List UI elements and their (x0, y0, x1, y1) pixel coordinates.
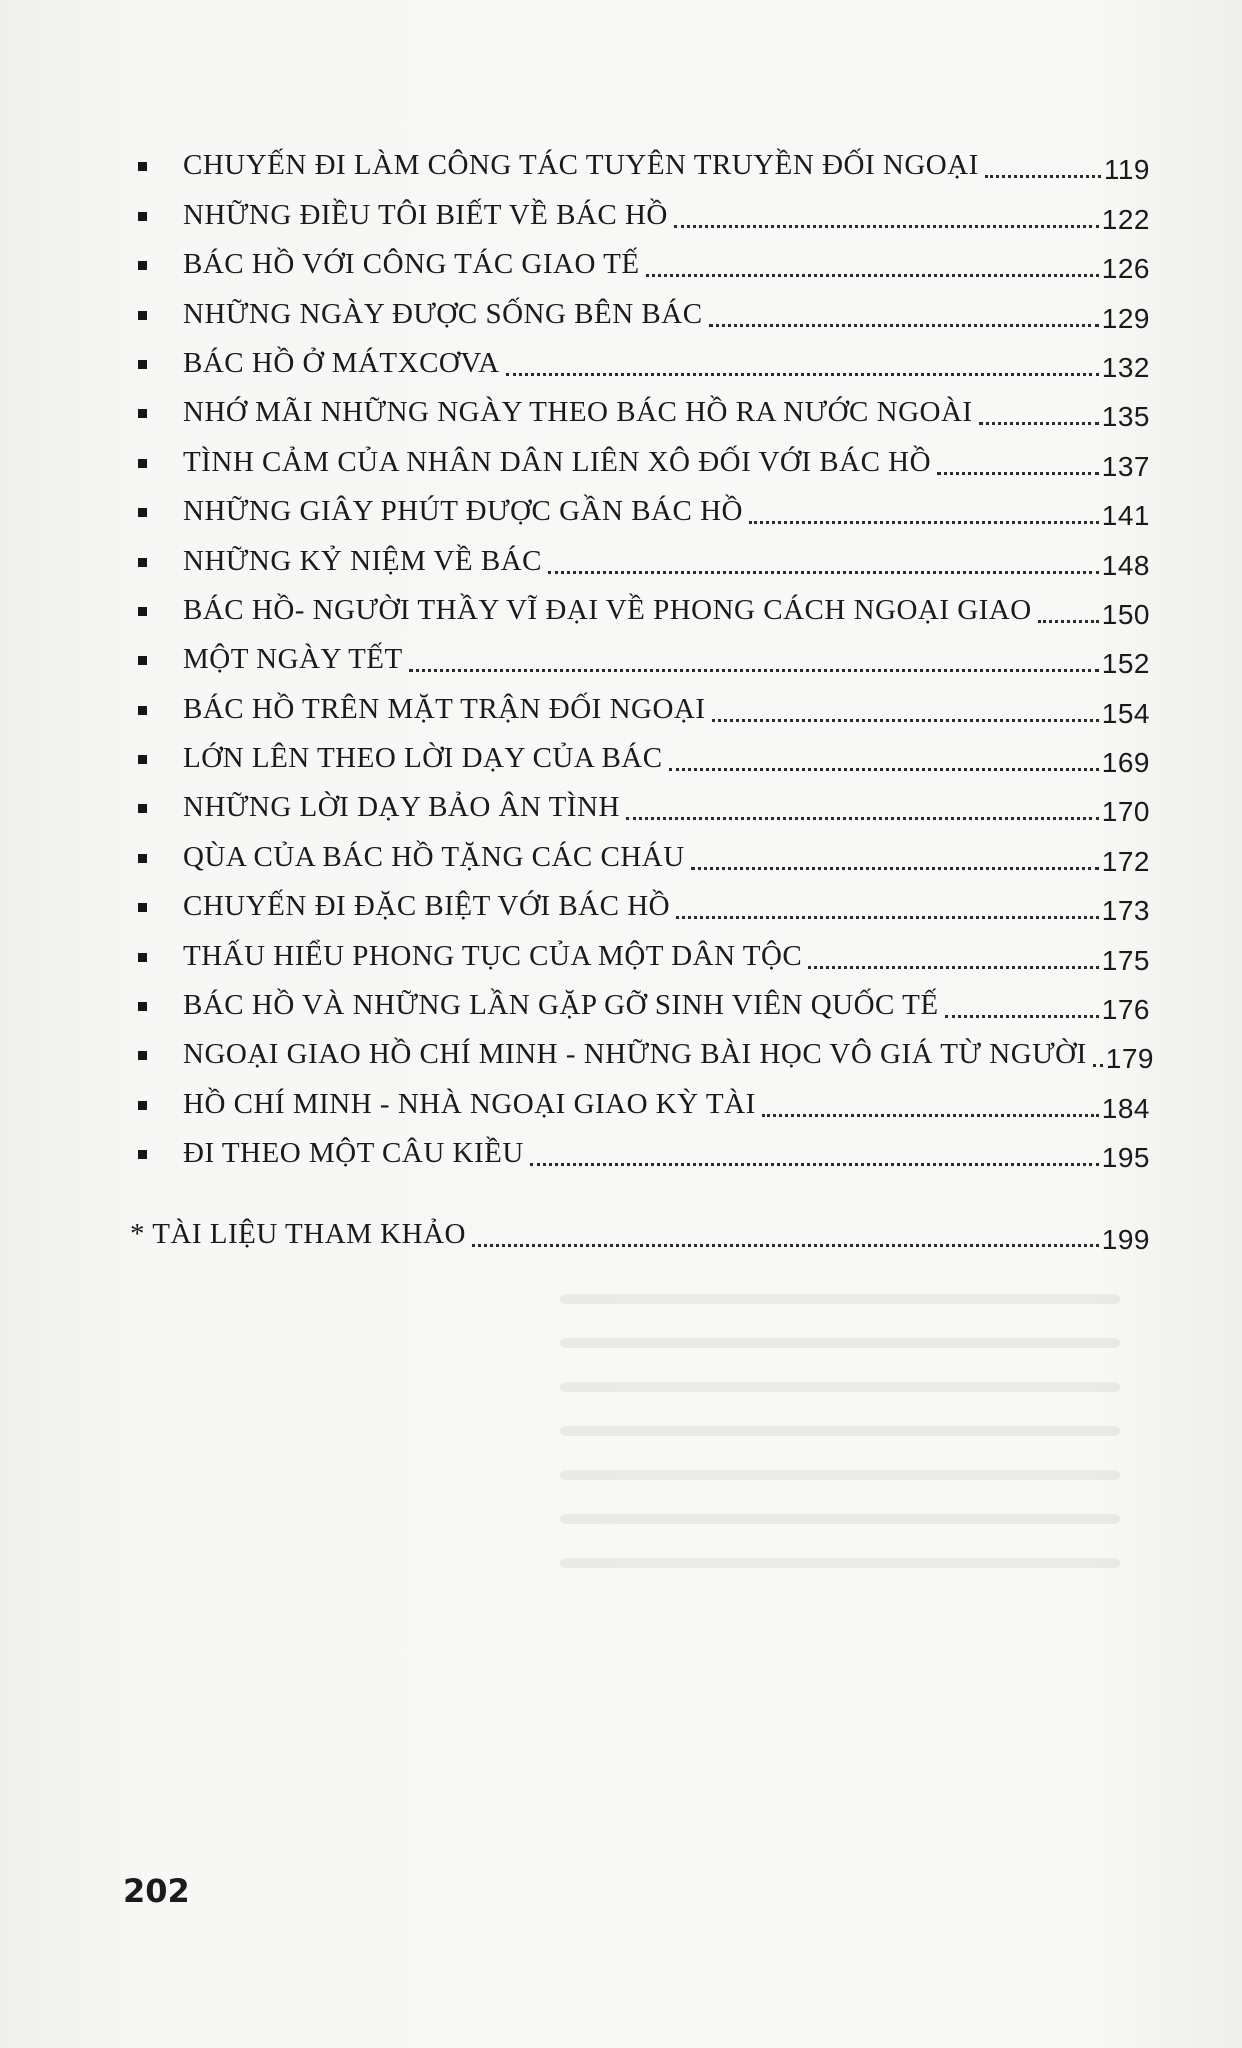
ghost-line (560, 1382, 1120, 1392)
dot-leader (979, 422, 1099, 425)
toc-entry-page-number: 150 (1101, 598, 1150, 630)
dot-leader (1038, 620, 1099, 623)
square-bullet-icon (138, 706, 147, 715)
toc-entry (138, 235, 1150, 284)
dot-leader (472, 1244, 1099, 1247)
toc-entry-title: NHỮNG ĐIỀU TÔI BIẾT VỀ BÁC HỒ (183, 198, 668, 231)
bleed-through-shadow (560, 1260, 1120, 1760)
dot-leader (548, 571, 1099, 574)
square-bullet-icon (138, 212, 147, 221)
square-bullet-icon (138, 656, 147, 665)
square-bullet-icon (138, 558, 147, 567)
toc-entry-page-number: 141 (1101, 500, 1150, 532)
toc-entry-page-number: 169 (1101, 747, 1150, 779)
toc-entry-page-number: 195 (1101, 1142, 1150, 1174)
toc-entry-page-number: 170 (1101, 796, 1150, 828)
toc-entry-title: TÌNH CẢM CỦA NHÂN DÂN LIÊN XÔ ĐỐI VỚI BÁC HỒ (183, 445, 932, 478)
toc-entry-title: NGOẠI GIAO HỒ CHÍ MINH - NHỮNG BÀI HỌC VÔ GIÁ TỪ NGƯỜI (183, 1038, 1087, 1071)
square-bullet-icon (138, 804, 147, 813)
dot-leader (691, 867, 1099, 870)
square-bullet-icon (138, 409, 147, 418)
toc-entry-page-number: 179 (1105, 1043, 1154, 1075)
toc-entry-page-number: 172 (1101, 845, 1150, 877)
toc-entry (138, 284, 1150, 333)
dot-leader (669, 768, 1099, 771)
toc-entry-title: NHỮNG GIÂY PHÚT ĐƯỢC GẦN BÁC HỒ (183, 495, 743, 528)
dot-leader (626, 817, 1099, 820)
square-bullet-icon (138, 903, 147, 912)
toc-entry-title: CHUYẾN ĐI LÀM CÔNG TÁC TUYÊN TRUYỀN ĐỐI NGOẠI (183, 149, 979, 182)
toc-entry (138, 630, 1150, 679)
square-bullet-icon (138, 459, 147, 468)
toc-entry-title: BÁC HỒ- NGƯỜI THẦY VĨ ĐẠI VỀ PHONG CÁCH NGOẠI GIAO (183, 593, 1032, 626)
dot-leader (530, 1163, 1099, 1166)
toc-entry (138, 185, 1150, 234)
toc-entry-title: CHUYẾN ĐI ĐẶC BIỆT VỚI BÁC HỒ (183, 890, 671, 923)
dot-leader (712, 719, 1099, 722)
toc-entry-title: QÙA CỦA BÁC HỒ TẶNG CÁC CHÁU (183, 840, 685, 873)
toc-entry-title: MỘT NGÀY TẾT (183, 643, 403, 676)
dot-leader (762, 1114, 1099, 1117)
dot-leader (808, 966, 1099, 969)
toc-entry (138, 334, 1150, 383)
toc-entry-page-number: 184 (1101, 1092, 1150, 1124)
toc-entry-title: BÁC HỒ VỚI CÔNG TÁC GIAO TẾ (183, 248, 640, 281)
toc-entry (138, 1074, 1150, 1123)
dot-leader (945, 1015, 1099, 1018)
toc-entry-page-number: 173 (1101, 895, 1150, 927)
dot-leader (749, 521, 1099, 524)
square-bullet-icon (138, 1101, 147, 1110)
references-entry (130, 1205, 1150, 1255)
toc-entry (138, 679, 1150, 728)
toc-entry-title: ĐI THEO MỘT CÂU KIỀU (183, 1137, 524, 1170)
ghost-line (560, 1338, 1120, 1348)
references-page-number: 199 (1101, 1224, 1150, 1255)
dot-leader (674, 225, 1099, 228)
square-bullet-icon (138, 1150, 147, 1159)
toc-entry-page-number: 176 (1101, 994, 1150, 1026)
square-bullet-icon (138, 311, 147, 320)
toc-entry-page-number: 148 (1101, 549, 1150, 581)
dot-leader (646, 274, 1099, 277)
square-bullet-icon (138, 607, 147, 616)
toc-entry-page-number: 137 (1101, 450, 1150, 482)
ghost-line (560, 1294, 1120, 1304)
page-folio: 202 (123, 1872, 190, 1910)
square-bullet-icon (138, 360, 147, 369)
dot-leader (937, 472, 1099, 475)
toc-entry (138, 581, 1150, 630)
toc-entry (138, 482, 1150, 531)
toc-entry-page-number: 119 (1103, 154, 1150, 186)
square-bullet-icon (138, 1002, 147, 1011)
toc-entry-title: NHỮNG KỶ NIỆM VỀ BÁC (183, 544, 543, 577)
toc-entry (138, 136, 1150, 185)
toc-entry-title: NHỚ MÃI NHỮNG NGÀY THEO BÁC HỒ RA NƯỚC NGOÀI (183, 396, 973, 429)
dot-leader (676, 916, 1099, 919)
dot-leader (709, 324, 1099, 327)
square-bullet-icon (138, 755, 147, 764)
dot-leader (1093, 1064, 1103, 1067)
toc-entry-page-number: 122 (1101, 203, 1150, 235)
toc-entry-page-number: 126 (1101, 253, 1150, 285)
square-bullet-icon (138, 854, 147, 863)
dot-leader (985, 175, 1101, 178)
toc-entry-title: BÁC HỒ TRÊN MẶT TRẬN ĐỐI NGOẠI (183, 692, 706, 725)
toc-entry-page-number: 152 (1101, 648, 1150, 680)
toc-entry-page-number: 129 (1101, 302, 1150, 334)
toc-entry (138, 1025, 1154, 1075)
ghost-line (560, 1426, 1120, 1436)
toc-entry-title: NHỮNG LỜI DẠY BẢO ÂN TÌNH (183, 791, 620, 824)
ghost-line (560, 1470, 1120, 1480)
ghost-line (560, 1558, 1120, 1568)
toc-entry (138, 827, 1150, 876)
toc-entry (138, 976, 1150, 1025)
toc-entry-title: BÁC HỒ VÀ NHỮNG LẦN GẶP GỠ SINH VIÊN QUỐC TẾ (183, 989, 939, 1022)
toc-entry-page-number: 175 (1101, 944, 1150, 976)
ghost-line (560, 1514, 1120, 1524)
toc-entry (138, 432, 1150, 481)
toc-entry-title: HỒ CHÍ MINH - NHÀ NGOẠI GIAO KỲ TÀI (183, 1087, 756, 1120)
toc-entry-page-number: 135 (1101, 401, 1150, 433)
square-bullet-icon (138, 261, 147, 270)
toc-entry-title: NHỮNG NGÀY ĐƯỢC SỐNG BÊN BÁC (183, 297, 703, 330)
square-bullet-icon (138, 162, 147, 171)
toc-entry-page-number: 154 (1101, 697, 1150, 729)
toc-entry (138, 1124, 1150, 1173)
toc-entry-page-number: 132 (1101, 351, 1150, 383)
dot-leader (409, 669, 1099, 672)
square-bullet-icon (138, 953, 147, 962)
toc-entry (138, 778, 1150, 827)
toc-entry-title: THẤU HIỂU PHONG TỤC CỦA MỘT DÂN TỘC (183, 939, 803, 972)
table-of-contents (138, 136, 1154, 1174)
toc-entry (138, 729, 1150, 778)
square-bullet-icon (138, 1051, 147, 1060)
square-bullet-icon (138, 508, 147, 517)
toc-entry (138, 877, 1150, 926)
toc-entry (138, 383, 1150, 432)
references-title: * TÀI LIỆU THAM KHẢO (130, 1218, 466, 1250)
dot-leader (506, 373, 1099, 376)
toc-entry (138, 531, 1150, 580)
toc-entry-title: BÁC HỒ Ở MÁTXCƠVA (183, 346, 500, 379)
toc-entry (138, 926, 1150, 975)
toc-entry-title: LỚN LÊN THEO LỜI DẠY CỦA BÁC (183, 742, 663, 775)
